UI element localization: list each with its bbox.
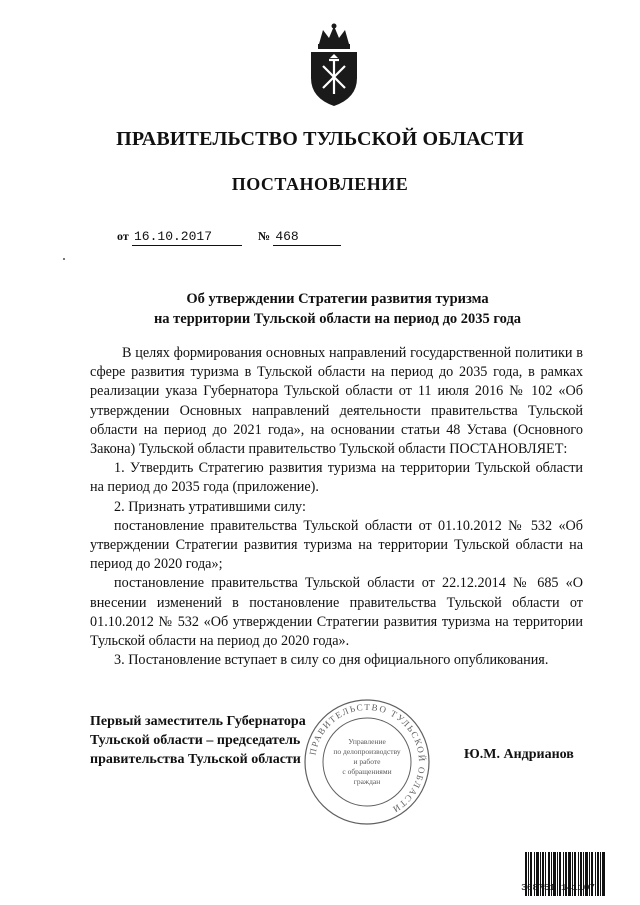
item-2-paragraph: 2. Признать утратившими силу: bbox=[114, 498, 306, 515]
item-1-paragraph: 1. Утвердить Стратегию развития туризма на территории Тульской области на период до 2035 года (приложение). bbox=[90, 460, 583, 496]
document-title bbox=[0, 289, 640, 329]
title-line-2: на территории Тульской области на период до 2035 года bbox=[153, 311, 522, 327]
position-line-3: правительства Тульской области bbox=[90, 752, 301, 767]
item-2b-paragraph: постановление правительства Тульской области от 22.12.2014 № 685 «О внесении изменений в постановление правительства Тульской области от 01.10.2012 № 532 «Об утверждении Стратегии развития туризма на территории Тульской области на период до 2020 года». bbox=[90, 575, 583, 650]
stamp-line-4: с обращениями bbox=[342, 767, 392, 776]
stamp-line-5: граждан bbox=[353, 777, 381, 786]
position-line-1: Первый заместитель Губернатора bbox=[90, 714, 306, 729]
signatory-name: Ю.М. Андрианов bbox=[464, 747, 574, 762]
item-3-paragraph: 3. Постановление вступает в силу со дня официального опубликования. bbox=[114, 652, 549, 669]
scan-speck bbox=[63, 258, 65, 260]
number-value: 468 bbox=[273, 229, 341, 246]
stamp-line-1: Управление bbox=[348, 737, 386, 746]
barcode-number: 368751 141107 bbox=[521, 882, 596, 893]
stamp-line-2: по делопроизводству bbox=[333, 747, 401, 756]
signatory-position bbox=[90, 712, 306, 769]
authority-heading: ПРАВИТЕЛЬСТВО ТУЛЬСКОЙ ОБЛАСТИ bbox=[116, 128, 524, 150]
number-label: № bbox=[258, 229, 271, 243]
item-2a-paragraph: постановление правительства Тульской области от 01.10.2012 № 532 «Об утверждении Стратегии развития туризма на территории Тульской области на период до 2020 года»; bbox=[90, 517, 583, 573]
stamp-line-3: и работе bbox=[353, 757, 381, 766]
official-stamp bbox=[302, 697, 432, 827]
tula-coat-of-arms-icon bbox=[303, 22, 365, 108]
date-value: 16.10.2017 bbox=[132, 229, 242, 246]
document-body bbox=[90, 344, 583, 670]
position-line-2: Тульской области – председатель bbox=[90, 733, 301, 748]
document-date bbox=[117, 228, 242, 246]
document-number bbox=[258, 228, 341, 246]
stamp-ring-text: ПРАВИТЕЛЬСТВО ТУЛЬСКОЙ ОБЛАСТИ bbox=[307, 701, 428, 816]
date-label: от bbox=[117, 229, 129, 243]
preamble-paragraph: В целях формирования основных направлений государственной политики в сфере развития туризма в Тульской области на период до 2035 года, в рамках реализации указа Губернатора Тульской области от 11 июля 2016 № 102 «Об утверждении Основных направлений деятельности правительства Тульской области на период до 2021 года», на основании статьи 48 Устава (Основного Закона) Тульской области правительство Тульской области ПОСТАНОВЛЯЕТ: bbox=[90, 345, 583, 458]
document-type-heading: ПОСТАНОВЛЕНИЕ bbox=[231, 174, 409, 194]
title-line-1: Об утверждении Стратегии развития туризма bbox=[186, 291, 489, 307]
